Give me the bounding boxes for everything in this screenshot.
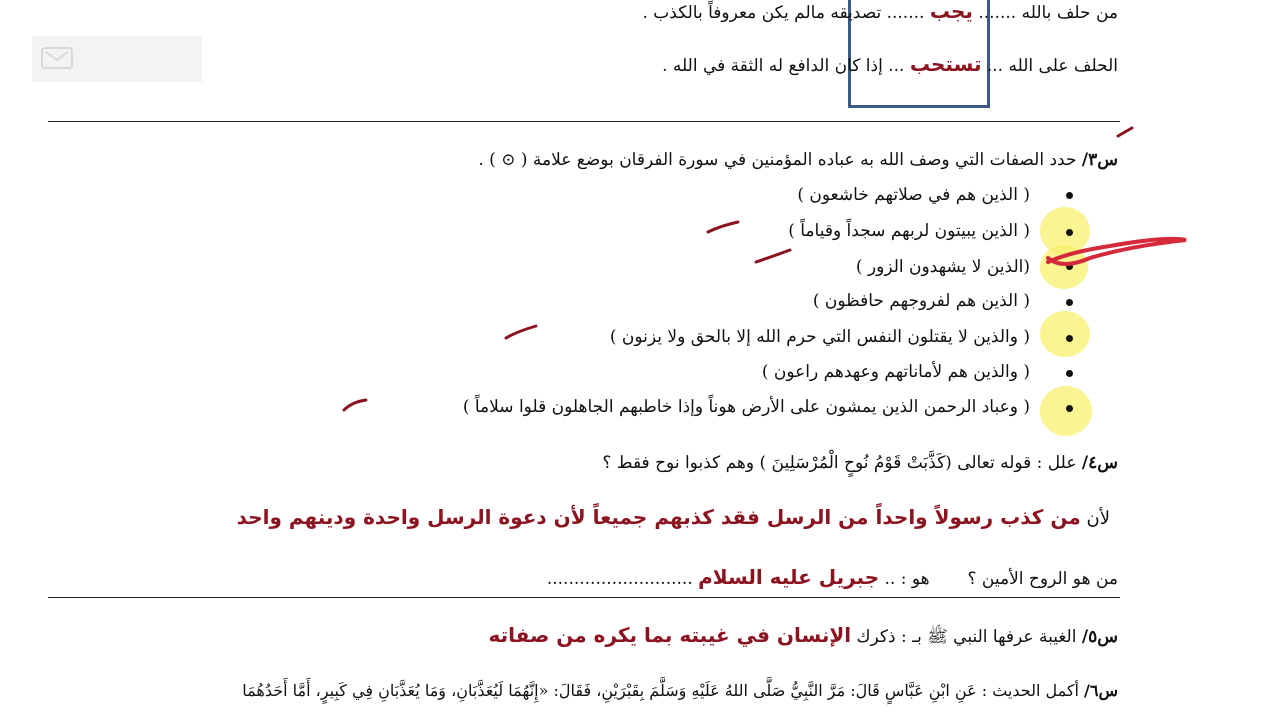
q3-item: ( والذين هم لأماناتهم وعهدهم راعون )	[761, 362, 1030, 382]
check-mark-icon	[1118, 128, 1132, 136]
q5-question	[488, 624, 1118, 648]
top-line2-hand: تستحب	[909, 52, 982, 76]
check-mark-icon	[708, 222, 738, 232]
q3-item: ( الذين هم في صلاتهم خاشعون )	[797, 185, 1030, 205]
q4-spirit-suffix: هو :	[900, 569, 930, 589]
q4-text: علل : قوله تعالى (كَذَّبَتْ قَوْمُ نُوحٍ الْمُرْسَلِينَ ) وهم كذبوا نوح فقط ؟	[602, 453, 1077, 473]
q5-hand: الإنسان في غيبته بما يكره من صفاته	[488, 623, 852, 647]
q4-spirit-question: من هو الروح الأمين ؟	[967, 569, 1118, 589]
q5-text: الغيبة عرفها النبي ﷺ بـ : ذكرك	[856, 627, 1077, 647]
q3-text: حدد الصفات التي وصف الله به عباده المؤمنين في سورة الفرقان بوضع علامة ( ⊙ ) .	[478, 150, 1077, 170]
check-mark-icon	[506, 326, 536, 338]
pointer-stroke-icon	[1048, 239, 1186, 264]
q4-answer	[237, 505, 1110, 529]
check-mark-icon	[756, 250, 790, 262]
q4-answer-hand: من كذب رسولاً واحداً من الرسل فقد كذبهم جميعاً لأن دعوة الرسل واحدة ودينهم واحد	[236, 505, 1081, 529]
q3-item: (الذين لا يشهدون الزور )	[855, 257, 1030, 277]
q3-number: س٣/	[1081, 150, 1118, 170]
q4-question	[602, 452, 1118, 474]
q4-answer-prefix: لأن	[1086, 508, 1110, 529]
q6-text: أكمل الحديث : عَنِ ابْنِ عَبَّاسٍ قَالَ: مَرَّ النَّبِيُّ صَلَّى اللهُ عَلَيْهِ وَسَلَّمَ بِقَبْرَيْنِ، فَقَالَ: «إِنَّهُمَا لَيُعَذَّبَانِ، وَمَا يُعَذَّبَانِ فِي كَبِيرٍ، أَمَّا أَحَدُهُمَا	[242, 681, 1079, 700]
top-line-2: الحلف على الله ... تستحب ... إذا كان الدافع له الثقة في الله .	[662, 52, 1118, 76]
divider	[48, 597, 1120, 598]
q3-item: ( والذين لا يقتلون النفس التي حرم الله إلا بالحق ولا يزنون )	[609, 327, 1030, 347]
check-mark-icon	[344, 400, 366, 410]
q4-spirit: من هو الروح الأمين ؟ هو : .. جبريل عليه السلام ...........................	[546, 565, 1118, 589]
top-line1-label: من حلف بالله	[1021, 3, 1118, 23]
top-line1-rest: تصديقه مالم يكن معروفاً بالكذب .	[642, 3, 882, 23]
top-line2-rest: إذا كان الدافع له الثقة في الله .	[662, 56, 883, 76]
q6-number: س٦/	[1084, 681, 1118, 700]
top-line1-hand: يجب	[929, 0, 973, 23]
top-line2-label: الحلف على الله	[1008, 56, 1118, 76]
q3-item: ( الذين هم لفروجهم حافظون )	[812, 291, 1030, 311]
q5-number: س٥/	[1081, 627, 1118, 647]
q3-item: ( وعباد الرحمن الذين يمشون على الأرض هوناً وإذا خاطبهم الجاهلون قلوا سلاماً )	[462, 397, 1030, 417]
q3-item: ( الذين يبيتون لربهم سجداً وقياماً )	[788, 221, 1030, 241]
q4-number: س٤/	[1081, 453, 1118, 473]
q6-question	[242, 680, 1118, 702]
top-line-1: من حلف بالله ....... يجب ....... تصديقه مالم يكن معروفاً بالكذب .	[642, 0, 1118, 23]
q4-spirit-hand: جبريل عليه السلام	[698, 565, 880, 589]
